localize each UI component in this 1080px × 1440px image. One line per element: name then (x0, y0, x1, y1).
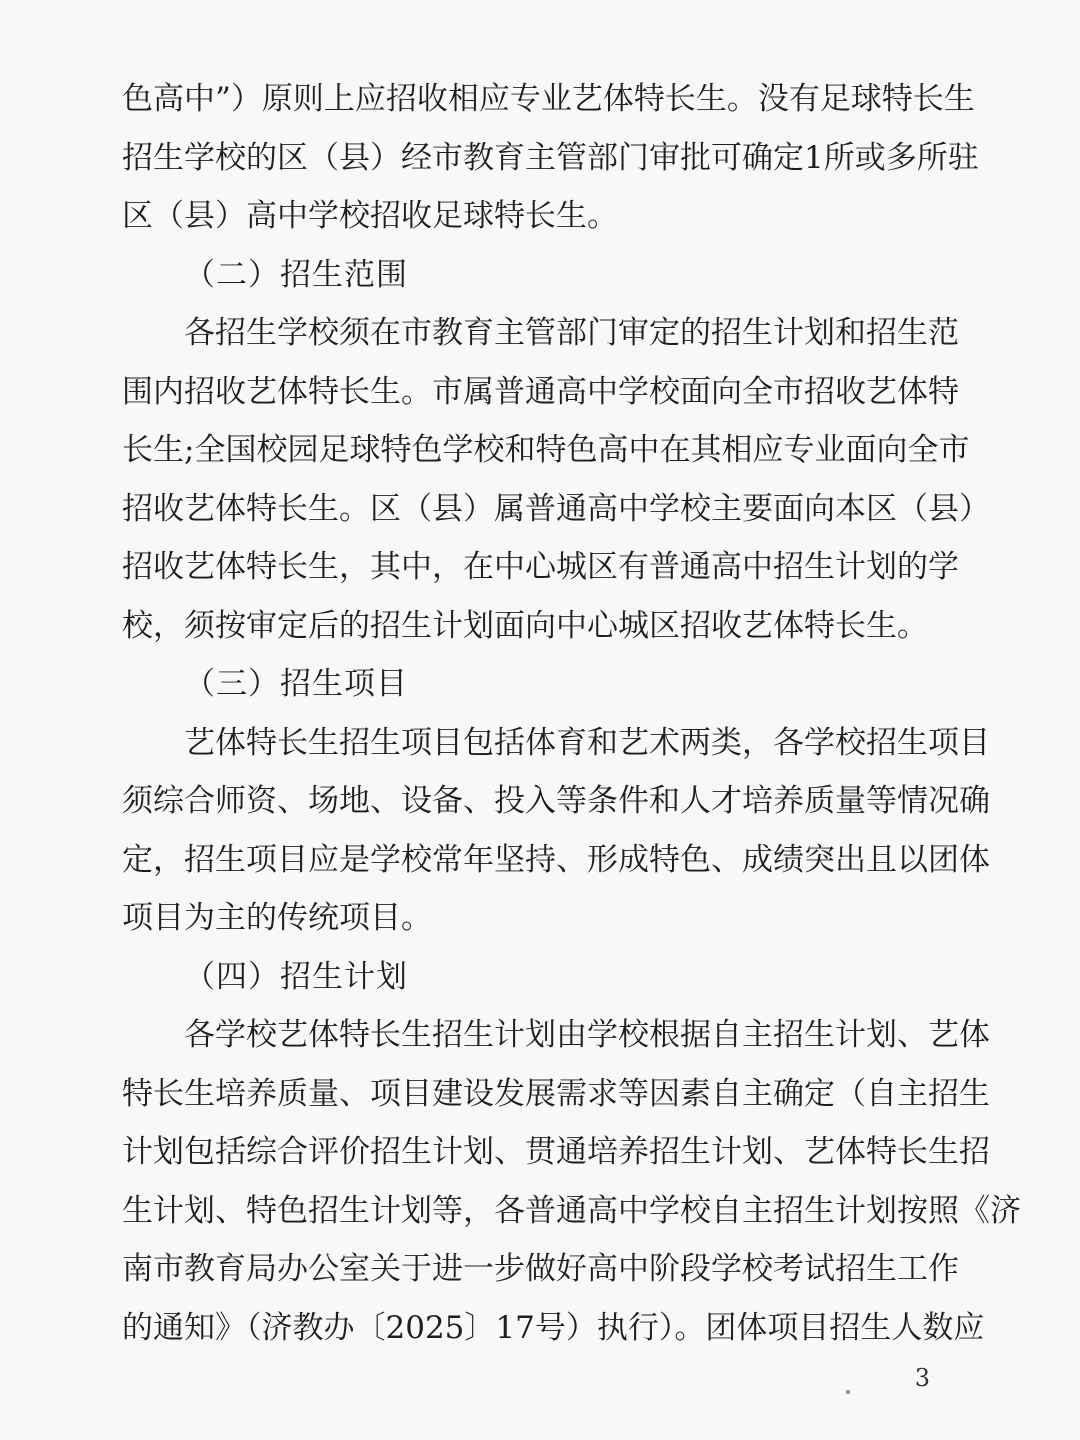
scan-speck (846, 1390, 850, 1394)
paragraph-line: 生计划、特色招生计划等，各普通高中学校自主招生计划按照《济 (122, 1192, 1021, 1229)
paragraph-line: 特长生培养质量、项目建设发展需求等因素自主确定（自主招生 (122, 1075, 990, 1112)
paragraph-line: 招收艺体特长生，其中，在中心城区有普通高中招生计划的学 (122, 549, 959, 585)
paragraph-line: 南市教育局办公室关于进一步做好高中阶段学校考试招生工作 (122, 1251, 959, 1287)
section-heading: （四）招生计划 (184, 958, 408, 995)
paragraph-line: 须综合师资、场地、设备、投入等条件和人才培养质量等情况确 (122, 783, 990, 819)
section-heading: （三）招生项目 (184, 666, 408, 702)
paragraph-line: 计划包括综合评价招生计划、贯通培养招生计划、艺体特长生招 (122, 1134, 990, 1170)
paragraph-line: 项目为主的传统项目。 (122, 900, 432, 936)
paragraph-line: 长生;全国校园足球特色学校和特色高中在其相应专业面向全市 (122, 432, 970, 468)
paragraph-line: 招生学校的区（县）经市教育主管部门审批可确定1所或多所驻 (122, 139, 979, 176)
paragraph-line: 色高中”）原则上应招收相应专业艺体特长生。没有足球特长生 (122, 81, 975, 117)
page-number: 3 (914, 1364, 930, 1392)
paragraph-line: 区（县）高中学校招收足球特长生。 (122, 198, 618, 234)
paragraph-line: 招收艺体特长生。区（县）属普通高中学校主要面向本区（县） (122, 490, 990, 527)
paragraph-line: 校，须按审定后的招生计划面向中心城区招收艺体特长生。 (122, 607, 928, 644)
paragraph-line: 定，招生项目应是学校常年坚持、形成特色、成绩突出且以团体 (122, 841, 990, 878)
section-heading: （二）招生范围 (184, 256, 408, 293)
paragraph-line: 各招生学校须在市教育主管部门审定的招生计划和招生范 (184, 315, 959, 351)
paragraph-line: 围内招收艺体特长生。市属普通高中学校面向全市招收艺体特 (122, 373, 959, 410)
paragraph-line: 各学校艺体特长生招生计划由学校根据自主招生计划、艺体 (184, 1017, 990, 1053)
paragraph-line: 的通知》（济教办〔2025〕17号）执行）。团体项目招生人数应 (122, 1309, 985, 1346)
document-body (122, 70, 1021, 1357)
paragraph-line: 艺体特长生招生项目包括体育和艺术两类，各学校招生项目 (184, 724, 990, 761)
